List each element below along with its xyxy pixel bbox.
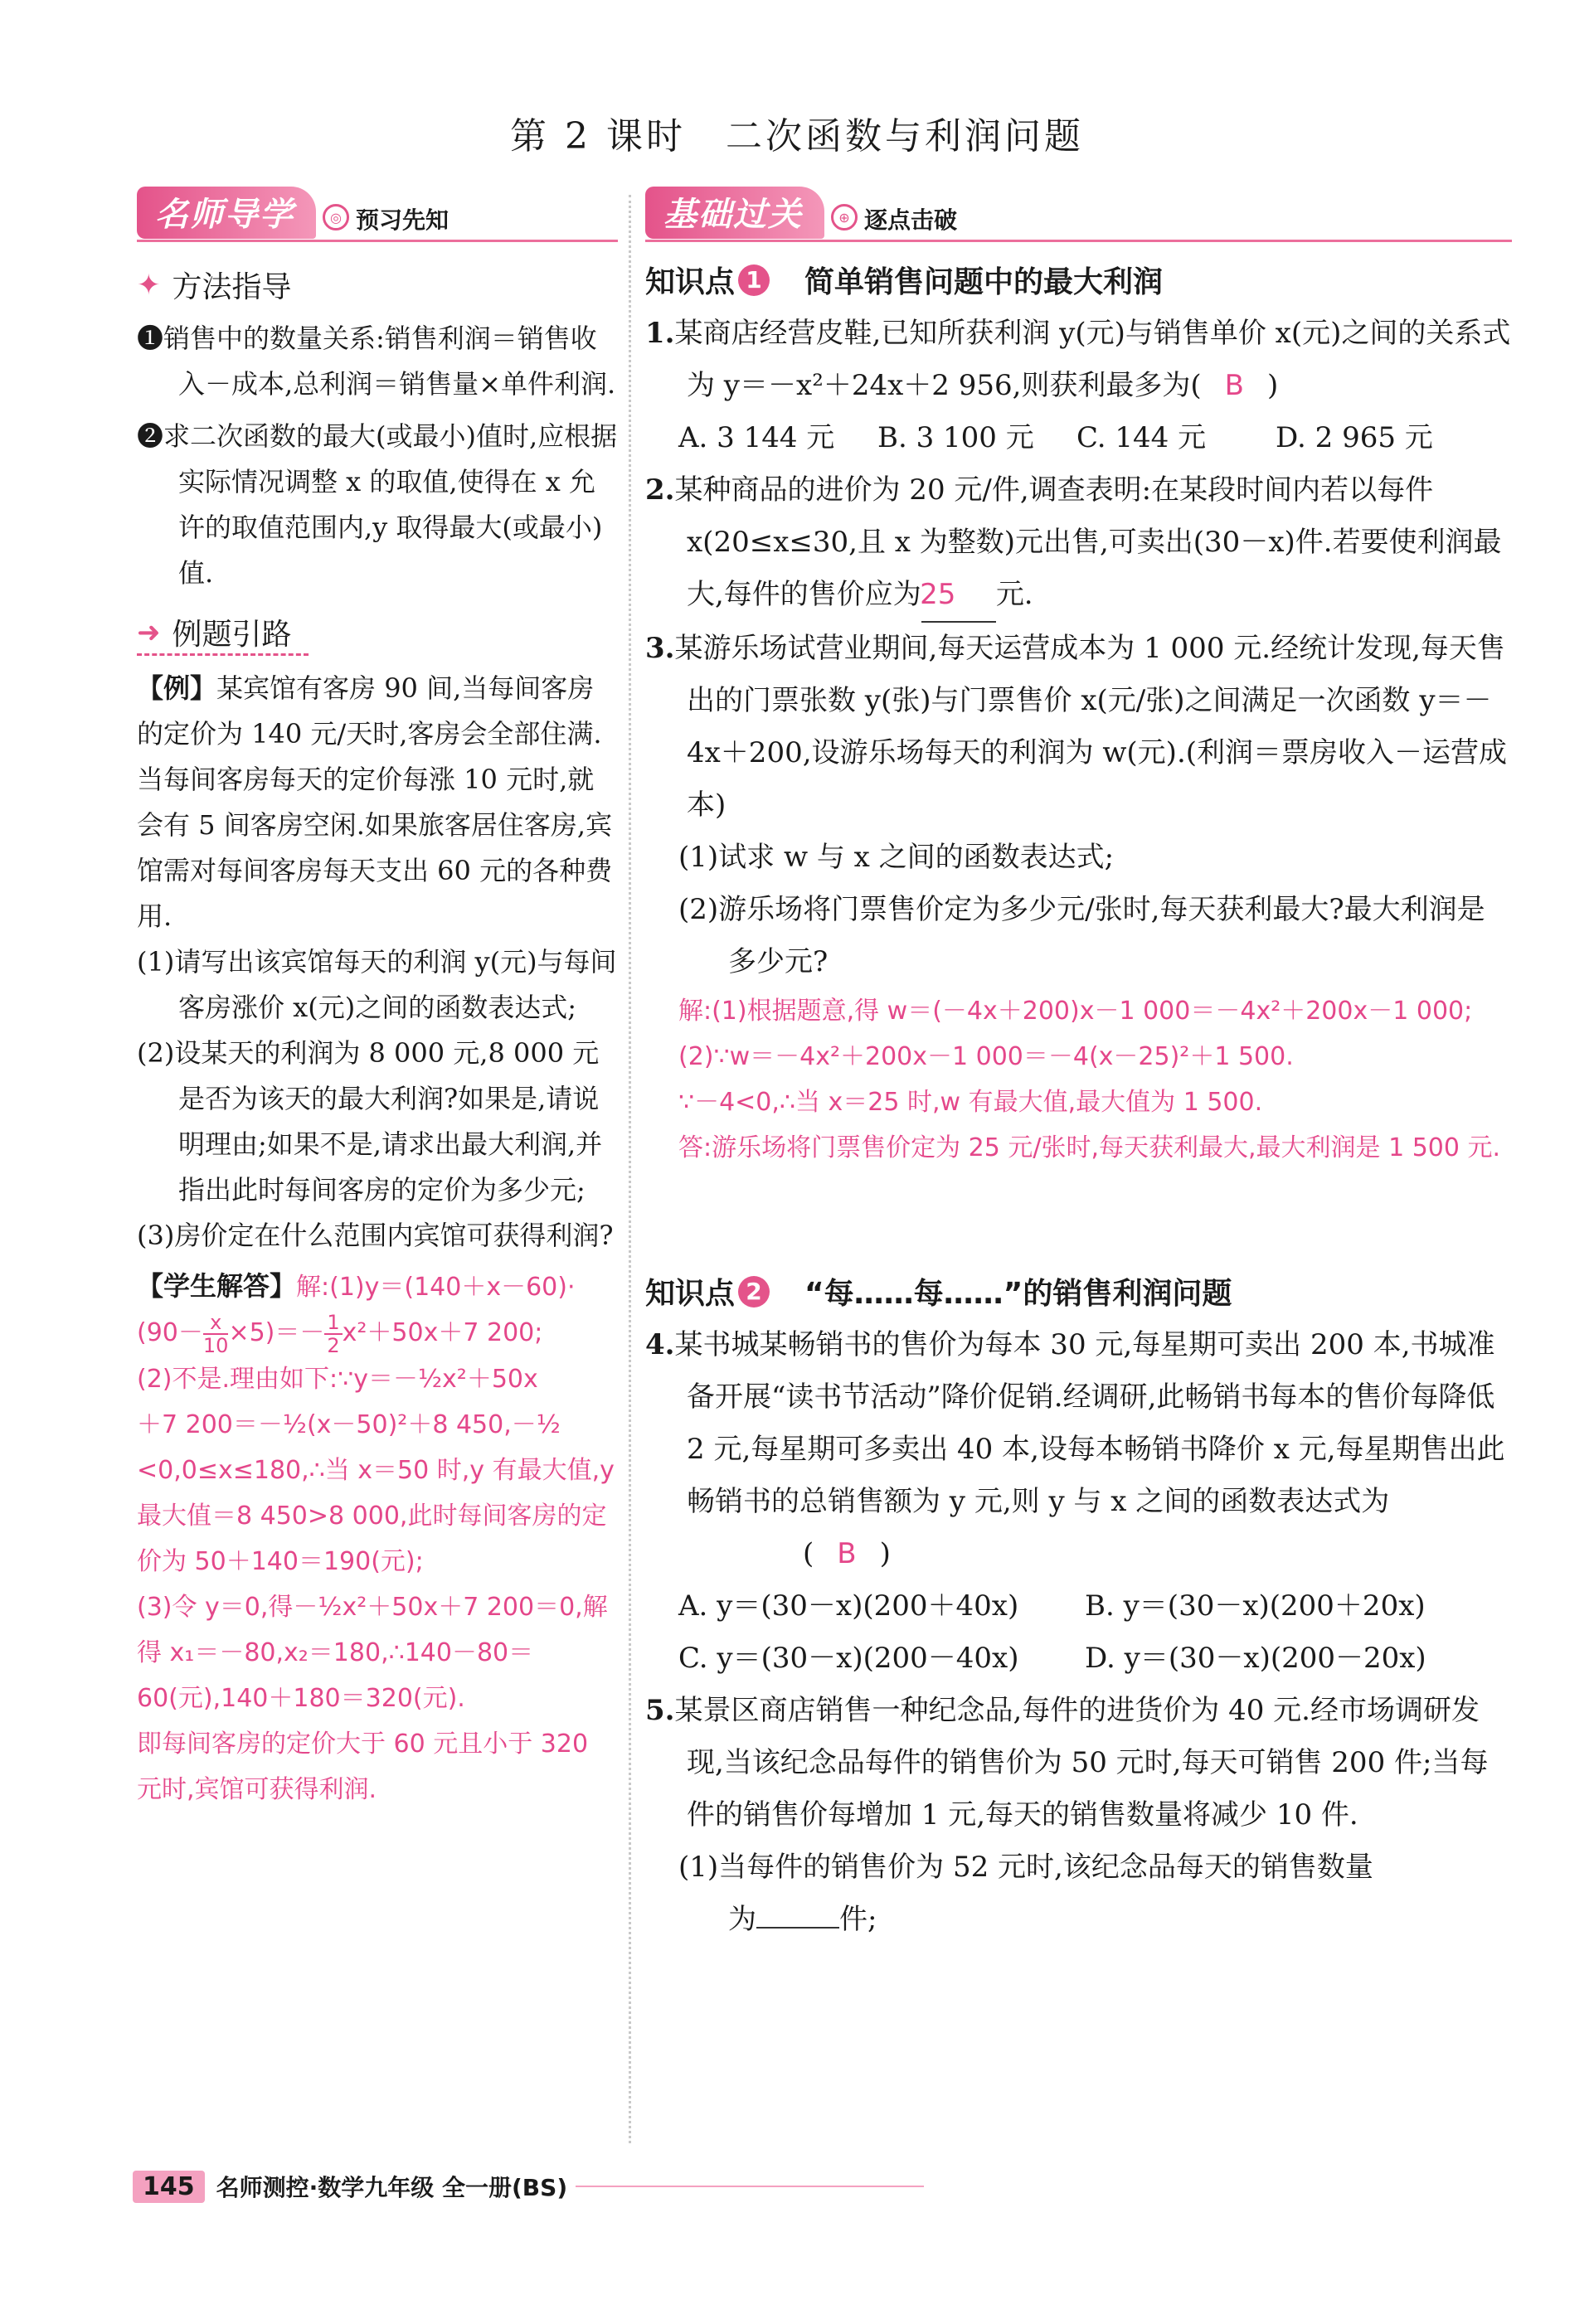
question-2-tail: 元. [995, 578, 1033, 611]
target-icon: ⊕ [831, 204, 858, 230]
kp-label: 知识点 [645, 265, 736, 299]
solution-1a: 解:(1)y＝(140＋x－60)· [296, 1273, 576, 1302]
left-column [137, 189, 618, 1812]
page-number: 145 [133, 2171, 205, 2203]
method-heading-text: 方法指导 [172, 270, 292, 304]
question-number: 2. [645, 473, 675, 507]
method-item-2: ❷求二次函数的最大(或最小)值时,应根据实际情况调整 x 的取值,使得在 x 允许的取值范围内,y 取得最大(或最小)值. [137, 420, 618, 589]
option-a: A. 3 144 元 [678, 421, 835, 454]
knowledge-point-2 [645, 1270, 1512, 1312]
banner-rule [645, 240, 1512, 242]
example-q3: (3)房价定在什么范围内宾馆可获得利润? [137, 1220, 614, 1251]
option-b: B. 3 100 元 [877, 421, 1034, 454]
solution-2a: (2)不是.理由如下:∵y＝－½x²＋50x [137, 1364, 538, 1394]
paren-close: ) [879, 1537, 891, 1570]
right-column [645, 189, 1512, 1946]
option-c: C. 144 元 [1076, 421, 1207, 454]
question-number: 1. [645, 317, 675, 350]
frac-num: x [203, 1312, 229, 1335]
question-5 [645, 1685, 1512, 1841]
example-stem [137, 666, 618, 939]
magnifier-icon: ◎ [323, 204, 349, 230]
option-d: D. y＝(30－x)(200－20x) [1085, 1642, 1426, 1675]
option-c: C. y＝(30－x)(200－40x) [678, 1642, 1019, 1675]
question-1-answer: B [1224, 369, 1244, 402]
runner-icon: ✦ [137, 268, 161, 302]
question-4-options-row-2 [645, 1633, 1512, 1685]
book-title: 名师测控·数学九年级 全一册(BS) [216, 2174, 568, 2201]
banner-rule [137, 240, 618, 242]
example-stem-text: 某宾馆有客房 90 间,当每间客房的定价为 140 元/天时,客房会全部住满.当每间客房每天的定价每涨 10 元时,就会有 5 间客房空闲.如果旅客居住客房,宾馆需对每间客房每天支出 60 元的各种费用. [137, 672, 613, 932]
example-q2: (2)设某天的利润为 8 000 元,8 000 元是否为该天的最大利润?如果是,请说明理由;如果不是,请求出最大利润,并指出此时每间客房的定价为多少元; [137, 1037, 603, 1206]
solution-1b-pre: (90－ [137, 1318, 203, 1347]
question-3-part-2: (2)游乐场将门票售价定为多少元/张时,每天获利最大?最大利润是多少元? [678, 893, 1485, 978]
banner-tag: 名师导学 [137, 187, 316, 239]
question-5-unit: 件; [839, 1903, 877, 1936]
solution-3b: 即每间客房的定价大于 60 元且小于 320 元时,宾馆可获得利润. [137, 1729, 589, 1804]
paren-close: ) [1267, 369, 1279, 402]
question-3-solution-2: (2)∵w＝－4x²＋200x－1 000＝－4(x－25)²＋1 500. [678, 1042, 1294, 1071]
question-number: 4. [645, 1328, 675, 1361]
frac-den: 10 [202, 1333, 229, 1357]
example-heading-text: 例题引路 [172, 618, 292, 652]
question-5-wei: 为 [728, 1903, 756, 1936]
banner-tag: 基础过关 [645, 187, 824, 239]
question-5-part-1-line-2 [645, 1894, 1512, 1946]
frac-den: 2 [327, 1333, 340, 1357]
question-3-part-1: (1)试求 w 与 x 之间的函数表达式; [678, 841, 1115, 874]
example-heading [137, 611, 309, 656]
knowledge-point-1 [645, 259, 1512, 301]
kp-name: “每……每……”的销售利润问题 [804, 1277, 1232, 1311]
kp-label: 知识点 [645, 1277, 736, 1311]
question-3-solution-4: 答:游乐场将门票售价定为 25 元/张时,每天获利最大,最大利润是 1 500 元. [678, 1133, 1501, 1162]
kp-number: 1 [738, 264, 770, 296]
kp-name: 简单销售问题中的最大利润 [804, 265, 1164, 299]
question-2-answer-blank: 25 [921, 569, 996, 623]
method-heading [137, 264, 618, 306]
question-5-stem: 某景区商店销售一种纪念品,每件的进货价为 40 元.经市场调研发现,当该纪念品每件的销售价为 50 元时,每天可销售 200 件;当每件的销售价每增加 1 元,每天的销售数量将减少 10 件. [674, 1694, 1489, 1832]
question-4-stem: 某书城某畅销书的售价为每本 30 元,每星期可卖出 200 本,书城准备开展“读书节活动”降价促销.经调研,此畅销书每本的售价每降低 2 元,每星期可多卖出 40 本,设每本畅销书降价 x 元,每星期售出此畅销书的总销售额为 y 元,则 y 与 x 之间的函数表达式为 [674, 1328, 1505, 1518]
example-tag: 【例】 [137, 672, 217, 704]
kp-number: 2 [738, 1276, 770, 1308]
student-answer-tag: 【学生解答】 [137, 1270, 297, 1302]
solution-1b-mid: ×5)＝－ [228, 1318, 325, 1347]
question-1 [645, 308, 1512, 412]
question-4 [645, 1319, 1512, 1580]
student-answer [137, 1264, 618, 1310]
section-banner-guide [137, 189, 618, 239]
fraction-1-over-2 [324, 1312, 342, 1356]
solution-2b: ＋7 200＝－½(x－50)²＋8 450,－½ [137, 1409, 561, 1439]
banner-subtitle: 预习先知 [356, 206, 450, 234]
page-title: 第 2 课时 二次函数与利润问题 [510, 115, 1084, 158]
solution-3a: (3)令 y＝0,得－½x²＋50x＋7 200＝0,解得 x₁＝－80,x₂＝180,∴140－80＝60(元),140＋180＝320(元). [137, 1592, 608, 1713]
question-5-part-1: (1)当每件的销售价为 52 元时,该纪念品每天的销售数量 [678, 1851, 1373, 1884]
solution-2c: <0,0≤x≤180,∴当 x＝50 时,y 有最大值,y最大值＝8 450>8 000,此时每间客房的定价为 50＋140＝190(元); [137, 1455, 615, 1576]
example-q1: (1)请写出该宾馆每天的利润 y(元)与每间客房涨价 x(元)之间的函数表达式; [137, 946, 617, 1023]
solution-1b-post: x²＋50x＋7 200; [342, 1318, 543, 1347]
question-2-stem: 某种商品的进价为 20 元/件,调查表明:在某段时间内若以每件x(20≤x≤30,且 x 为整数)元出售,可卖出(30－x)件.若要使利润最大,每件的售价应为 [674, 473, 1502, 611]
solution-1b [137, 1310, 618, 1356]
page-footer [133, 2170, 924, 2203]
footer-rule [576, 2186, 924, 2187]
question-4-answer: B [837, 1537, 857, 1570]
question-4-options-row-1 [645, 1580, 1512, 1633]
method-item-1: ❶销售中的数量关系:销售利润＝销售收入－成本,总利润＝销售量×单件利润. [137, 323, 616, 400]
fraction-x-over-10 [203, 1312, 229, 1356]
question-number: 5. [645, 1694, 675, 1727]
question-3-solution-1: 解:(1)根据题意,得 w＝(－4x＋200)x－1 000＝－4x²＋200x－1 000; [678, 997, 1473, 1026]
question-number: 3. [645, 632, 675, 665]
question-1-options [645, 412, 1512, 464]
frac-num: 1 [324, 1312, 342, 1335]
question-3 [645, 623, 1512, 832]
paren-open: ( [803, 1537, 814, 1570]
option-d: D. 2 965 元 [1276, 421, 1433, 454]
question-3-stem: 某游乐场试营业期间,每天运营成本为 1 000 元.经统计发现,每天售出的门票张数 y(张)与门票售价 x(元/张)之间满足一次函数 y＝－4x＋200,设游乐场每天的利润为 w(元).(利润＝票房收入－运营成本) [674, 632, 1508, 822]
option-a: A. y＝(30－x)(200＋40x) [678, 1589, 1019, 1623]
question-1-stem: 某商店经营皮鞋,已知所获利润 y(元)与销售单价 x(元)之间的关系式为 y＝－x²＋24x＋2 956,则获利最多为( [674, 317, 1511, 402]
column-divider [629, 195, 631, 2143]
question-5-answer-blank[interactable] [756, 1927, 839, 1929]
option-b: B. y＝(30－x)(200＋20x) [1085, 1589, 1426, 1623]
banner-subtitle: 逐点击破 [864, 206, 958, 234]
section-banner-basics [645, 189, 1512, 239]
signpost-icon: ➜ [137, 615, 161, 649]
question-2 [645, 464, 1512, 623]
question-3-solution-3: ∵－4<0,∴当 x＝25 时,w 有最大值,最大值为 1 500. [678, 1088, 1263, 1117]
